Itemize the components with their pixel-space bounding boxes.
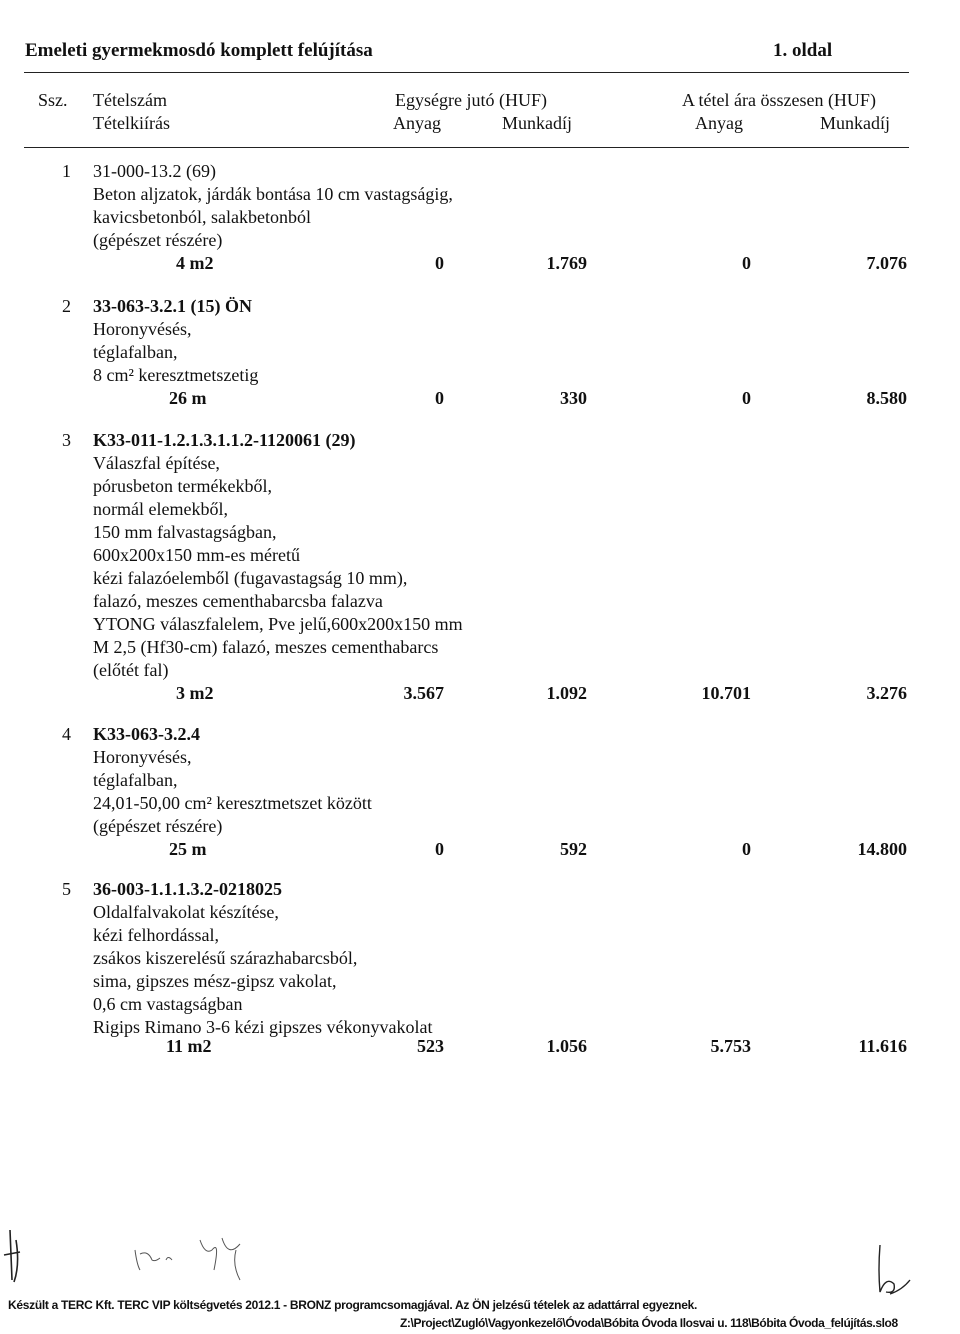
item-description-line: YTONG válaszfalelem, Pve jelű,600x200x150 mm — [93, 614, 463, 634]
item-number: 1 — [62, 161, 71, 181]
footer-credit: Készült a TERC Kft. TERC VIP költségvetés 2012.1 - BRONZ programcsomagjával. Az ÖN jelzésű tételek az adattárral egyeznek. — [8, 1298, 697, 1312]
item-quantity: 25 m — [169, 839, 207, 859]
header-munkadij-total: Munkadíj — [820, 113, 890, 133]
item-description-line: 150 mm falvastagságban, — [93, 522, 277, 542]
item-number: 5 — [62, 879, 71, 899]
total-labor-price: 11.616 — [858, 1036, 907, 1056]
item-description-line: sima, gipszes mész-gipsz vakolat, — [93, 971, 337, 991]
total-material-price: 0 — [742, 253, 751, 273]
item-code: 36-003-1.1.1.3.2-0218025 — [93, 879, 282, 899]
item-number: 3 — [62, 430, 71, 450]
item-description-line: (gépészet részére) — [93, 230, 223, 250]
item-description-line: Beton aljzatok, járdák bontása 10 cm vastagságig, — [93, 184, 453, 204]
item-description-line: Horonyvésés, — [93, 747, 192, 767]
item-description-line: Oldalfalvakolat készítése, — [93, 902, 279, 922]
total-material-price: 10.701 — [701, 683, 751, 703]
total-material-price: 0 — [742, 839, 751, 859]
item-description-line: falazó, meszes cementhabarcsba falazva — [93, 591, 383, 611]
item-description-line: 24,01-50,00 cm² keresztmetszet között — [93, 793, 372, 813]
total-material-price: 0 — [742, 388, 751, 408]
item-quantity: 11 m2 — [166, 1036, 212, 1056]
total-labor-price: 3.276 — [866, 683, 907, 703]
item-quantity: 3 m2 — [176, 683, 214, 703]
item-description-line: Válaszfal építése, — [93, 453, 220, 473]
unit-material-price: 523 — [417, 1036, 444, 1056]
item-description-line: kézi falazóelemből (fugavastagság 10 mm), — [93, 568, 408, 588]
item-code: 31-000-13.2 (69) — [93, 161, 216, 181]
item-description-line: M 2,5 (Hf30-cm) falazó, meszes cementhabarcs — [93, 637, 439, 657]
item-description-line: kézi felhordással, — [93, 925, 219, 945]
header-anyag-unit: Anyag — [393, 113, 441, 133]
handwritten-initials — [0, 1210, 300, 1290]
total-labor-price: 7.076 — [866, 253, 907, 273]
header-tetelszam: Tételszám — [93, 90, 167, 110]
item-description-line: Horonyvésés, — [93, 319, 192, 339]
item-number: 2 — [62, 296, 71, 316]
unit-labor-price: 1.769 — [546, 253, 587, 273]
header-egysegre-juto: Egységre jutó (HUF) — [395, 90, 547, 110]
unit-labor-price: 592 — [560, 839, 587, 859]
item-description-line: téglafalban, — [93, 770, 178, 790]
item-quantity: 4 m2 — [176, 253, 214, 273]
total-labor-price: 14.800 — [857, 839, 907, 859]
item-code: K33-063-3.2.4 — [93, 724, 200, 744]
item-description-line: 0,6 cm vastagságban — [93, 994, 243, 1014]
item-description-line: kavicsbetonból, salakbetonból — [93, 207, 311, 227]
unit-material-price: 0 — [435, 253, 444, 273]
item-description-line: téglafalban, — [93, 342, 178, 362]
header-rule — [24, 147, 909, 148]
item-description-line: 600x200x150 mm-es méretű — [93, 545, 300, 565]
unit-material-price: 0 — [435, 839, 444, 859]
unit-material-price: 0 — [435, 388, 444, 408]
item-quantity: 26 m — [169, 388, 207, 408]
item-description-line: 8 cm² keresztmetszetig — [93, 365, 259, 385]
header-anyag-total: Anyag — [695, 113, 743, 133]
item-number: 4 — [62, 724, 71, 744]
header-munkadij-unit: Munkadíj — [502, 113, 572, 133]
item-description-line: (előtét fal) — [93, 660, 169, 680]
item-code: K33-011-1.2.1.3.1.1.2-1120061 (29) — [93, 430, 356, 450]
item-description-line: normál elemekből, — [93, 499, 228, 519]
total-material-price: 5.753 — [710, 1036, 751, 1056]
unit-labor-price: 330 — [560, 388, 587, 408]
page-number: 1. oldal — [773, 40, 833, 61]
item-description-line: Rigips Rimano 3-6 kézi gipszes vékonyvakolat — [93, 1017, 433, 1037]
unit-material-price: 3.567 — [403, 683, 444, 703]
item-description-line: pórusbeton termékekből, — [93, 476, 272, 496]
unit-labor-price: 1.092 — [546, 683, 587, 703]
header-tetelkiiras: Tételkiírás — [93, 113, 170, 133]
handwritten-mark — [860, 1240, 920, 1300]
header-tetel-ara: A tétel ára összesen (HUF) — [682, 90, 876, 110]
item-description-line: (gépészet részére) — [93, 816, 223, 836]
header-ssz: Ssz. — [38, 90, 68, 110]
unit-labor-price: 1.056 — [546, 1036, 587, 1056]
item-description-line: zsákos kiszerelésű szárazhabarcsból, — [93, 948, 358, 968]
item-code: 33-063-3.2.1 (15) ÖN — [93, 296, 252, 316]
footer-file-path: Z:\Project\Zugló\Vagyonkezelő\Óvoda\Bóbita Óvoda Ilosvai u. 118\Bóbita Óvoda_felújítás.slo8 — [400, 1316, 898, 1330]
total-labor-price: 8.580 — [866, 388, 907, 408]
document-title: Emeleti gyermekmosdó komplett felújítása — [25, 40, 373, 61]
top-rule — [24, 72, 909, 73]
